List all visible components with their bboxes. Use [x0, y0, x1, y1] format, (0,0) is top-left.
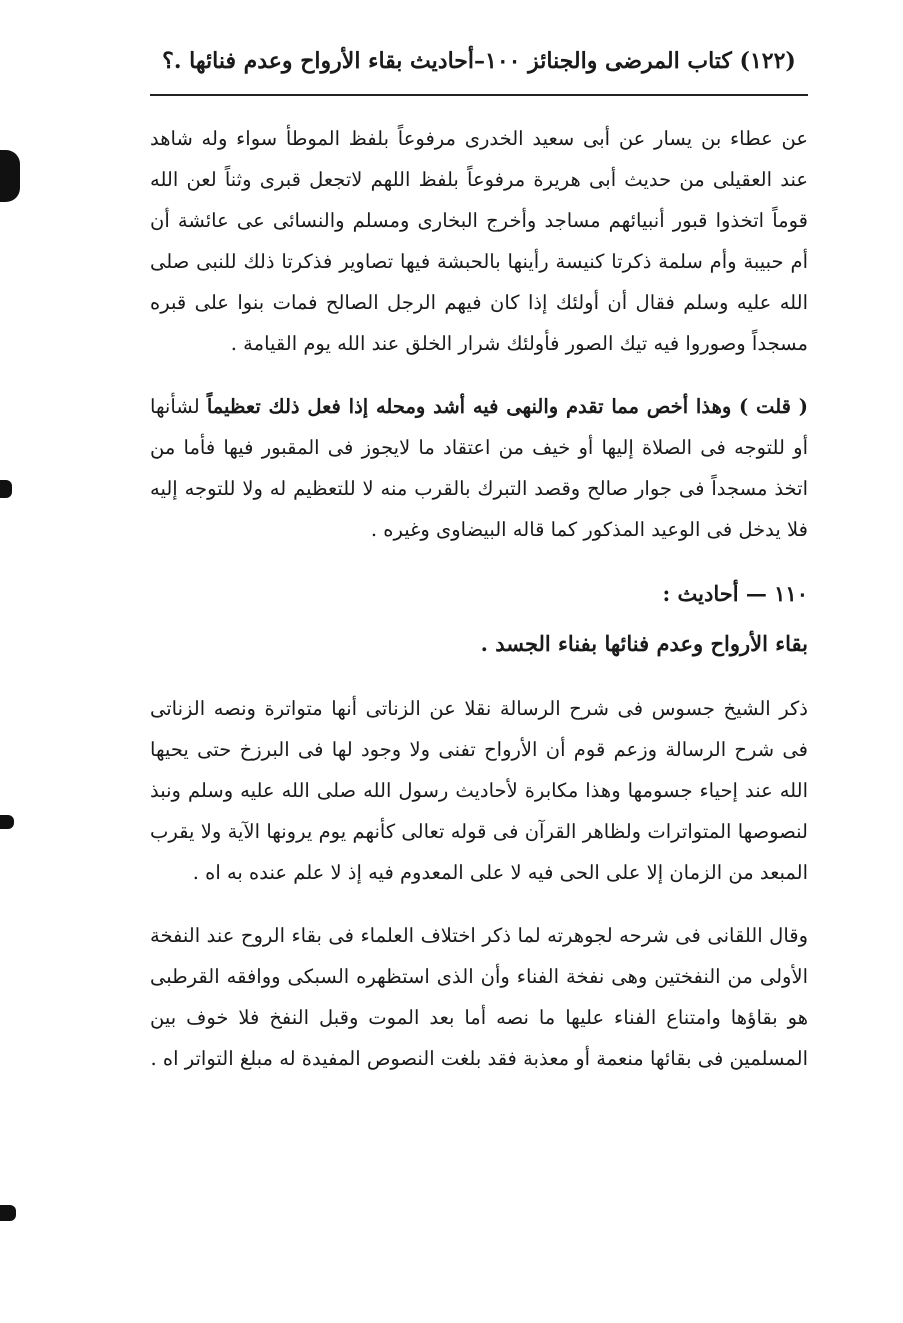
paragraph-hadith-continuation: عن عطاء بن يسار عن أبى سعيد الخدرى مرفوعاً بلفظ الموطأ سواء وله شاهد عند العقيلى من حديث أبى هريرة مرفوعاً بلفظ اللهم لاتجعل قبرى وثناً لعن الله قوماً اتخذوا قبور أنبيائهم مساجد وأخرج البخارى ومسلم والنسائى عى عائشة أن أم حبيبة وأم سلمة ذكرتا كنيسة رأينها بالحبشة فيها تصاوير فذكرتا ذلك للنبى صلى الله عليه وسلم فقال أن أولئك إذا كان فيهم الرجل الصالح فمات بنوا على قبره مسجداً وصوروا فيه تيك الصور فأولئك شرار الخلق عند الله يوم القيامة . [150, 127, 808, 355]
paragraph-jasus: ذكر الشيخ جسوس فى شرح الرسالة نقلا عن الزناتى أنها متواترة ونصه الزناتى فى شرح الرسالة وزعم قوم أن الأرواح تفنى ولا وجود لها فى البرزخ حتى يحيها الله عند إحياء جسومها وهذا مكابرة لأحاديث رسول الله صلى الله عليه وسلم ونبذ لنصوصها المتواترات ولظاهر القرآن فى قوله تعالى كأنهم يوم يرونها الآية ولا يقرب المبعد من الزمان إلا على الحى فيه لا على المعدوم فيه إذ لا علم عنده به اه . [150, 697, 808, 884]
scan-edge-mark [0, 1205, 16, 1221]
paragraph-laqani: وقال اللقانى فى شرحه لجوهرته لما ذكر اختلاف العلماء فى بقاء الروح عند النفخة الأولى من النفختين وهى نفخة الفناء وأن الذى استظهره السبكى ووافقه القرطبى هو بقاؤها وامتناع الفناء عليها ما نصه أما بعد الموت وقبل النفخ فلا خوف بين المسلمين فى بقائها منعمة أو معذبة فقد بلغت النصوص المفيدة له مبلغ التواتر اه . [150, 924, 808, 1070]
header-divider [150, 94, 808, 96]
section-subtitle: بقاء الأرواح وعدم فنائها بفناء الجسد . [480, 631, 808, 656]
section-heading: ١١٠ — أحاديث : [662, 581, 808, 606]
commentary-rest: لشأنها أو للتوجه فى الصلاة إليها أو خيف من اعتقاد ما لايجوز فى المقبور فيها فأما من اتخذ مسجداً فى جوار صالح وقصد التبرك بالقرب منه لا للتعظيم له ولا للتوجه إليه فلا يدخل فى الوعيد المذكور كما قاله البيضاوى وغيره . [150, 395, 808, 541]
scan-edge-mark [0, 815, 14, 829]
scan-edge-mark [0, 150, 20, 202]
running-header: (١٢٢) كتاب المرضى والجنائز ١٠٠–أحاديث بقاء الأرواح وعدم فنائها .؟ [162, 48, 796, 74]
commentary-bold-lead: ( قلت ) وهذا أخص مما تقدم والنهى فيه أشد ومحله إذا فعل ذلك تعظيماً [206, 395, 808, 418]
scan-edge-mark [0, 480, 12, 498]
paragraph-commentary [150, 386, 808, 550]
page-body [150, 118, 808, 1101]
